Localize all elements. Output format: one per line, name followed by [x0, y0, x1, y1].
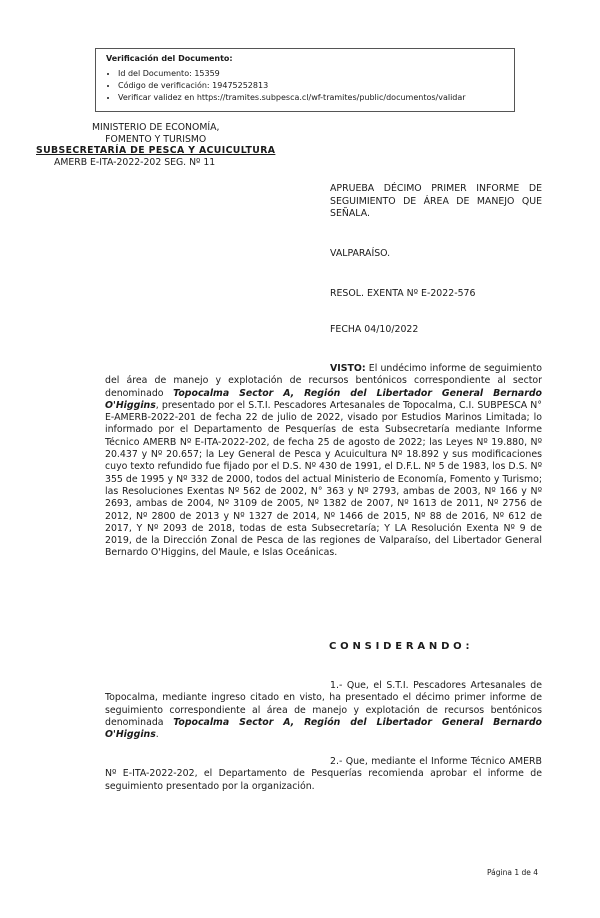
- resolution-subject: APRUEBA DÉCIMO PRIMER INFORME DE SEGUIMIENTO DE ÁREA DE MANEJO QUE SEÑALA.: [330, 183, 542, 219]
- considerando-item-1: [105, 680, 542, 741]
- visto-text-2: , presentado por el S.T.I. Pescadores Artesanales de Topocalma, C.I. SUBPESCA N° E-AMERB-2022-201 de fecha 22 de julio de 2022, visado por Estudios Marinos Limitada; lo informado por el Departamento de Pesquerías de esta Subsecretaría mediante Informe Técnico AMERB Nº E-ITA-2022-202, de fecha 25 de agosto de 2022; las Leyes Nº 19.880, Nº 20.437 y Nº 20.657; la Ley General de Pesca y Acuicultura Nº 18.892 y sus modificaciones cuyo texto refundido fue fijado por el D.S. Nº 430 de 1991, el D.F.L. Nº 5 de 1983, los D.S. Nº 355 de 1995 y Nº 332 de 2000, todos del actual Ministerio de Economía, Fomento y Turismo; las Resoluciones Exentas Nº 562 de 2002, N° 363 y Nº 2793, ambas de 2003, Nº 166 y Nº 2693, ambas de 2004, Nº 3109 de 2005, Nº 1382 de 2007, Nº 1613 de 2011, Nº 2756 de 2012, Nº 2800 de 2013 y Nº 1327 de 2014, Nº 1466 de 2015, Nº 88 de 2016, Nº 612 de 2017, Y Nº 2093 de 2018, todas de esta Subsecretaría; Y LA Resolución Exenta Nº 9 de 2019, de la Dirección Zonal de Pesca de las regiones de Valparaíso, del Libertador General Bernardo O'Higgins, del Maule, e Islas Oceánicas.: [105, 399, 542, 559]
- ministry-header: [36, 122, 275, 168]
- verification-doc-id: • Id del Documento: 15359: [118, 68, 504, 80]
- considerando-item-2: 2.- Que, mediante el Informe Técnico AMERB Nº E-ITA-2022-202, el Departamento de Pesquerías recomienda aprobar el informe de seguimiento presentado por la organización.: [105, 756, 542, 792]
- considerando-heading: CONSIDERANDO:: [329, 641, 474, 652]
- resolution-city: VALPARAÍSO.: [330, 248, 391, 259]
- page-number: Página 1 de 4: [487, 868, 539, 877]
- verification-title: Verificación del Documento:: [106, 54, 233, 63]
- document-reference: AMERB E-ITA-2022-202 SEG. Nº 11: [54, 156, 216, 168]
- resolution-date: FECHA 04/10/2022: [330, 324, 419, 335]
- visto-paragraph: [105, 363, 542, 560]
- verification-link[interactable]: • Verificar validez en https://tramites.subpesca.cl/wf-tramites/public/documentos/validar: [118, 92, 504, 104]
- ministry-line1: MINISTERIO DE ECONOMÍA,: [91, 122, 220, 133]
- considerando-1-text: 1.- Que, el S.T.I. Pescadores Artesanales de Topocalma, mediante ingreso citado en visto, ha presentado el décimo primer informe de seguimiento correspondiente al área de manejo y explotación de recursos bentónicos denominada: [105, 680, 542, 728]
- visto-area-name: Topocalma Sector A, Región del Libertador General Bernardo O'Higgins: [105, 387, 542, 411]
- subsecretaria-title: SUBSECRETARÍA DE PESCA Y ACUICULTURA: [36, 145, 276, 156]
- verification-list: [106, 68, 504, 104]
- considerando-1-end: .: [155, 729, 159, 741]
- visto-text-1: El undécimo informe de seguimiento del área de manejo y explotación de recursos bentónicos correspondiente al sector denominado: [105, 363, 542, 399]
- visto-label: VISTO:: [330, 363, 366, 374]
- resolution-number: RESOL. EXENTA Nº E-2022-576: [330, 288, 476, 299]
- verification-box: [95, 48, 515, 112]
- ministry-line2: FOMENTO Y TURISMO: [105, 133, 207, 145]
- verification-code: • Código de verificación: 19475252813: [118, 80, 504, 92]
- considerando-1-area-name: Topocalma Sector A, Región del Libertador General Bernardo O'Higgins: [105, 716, 542, 741]
